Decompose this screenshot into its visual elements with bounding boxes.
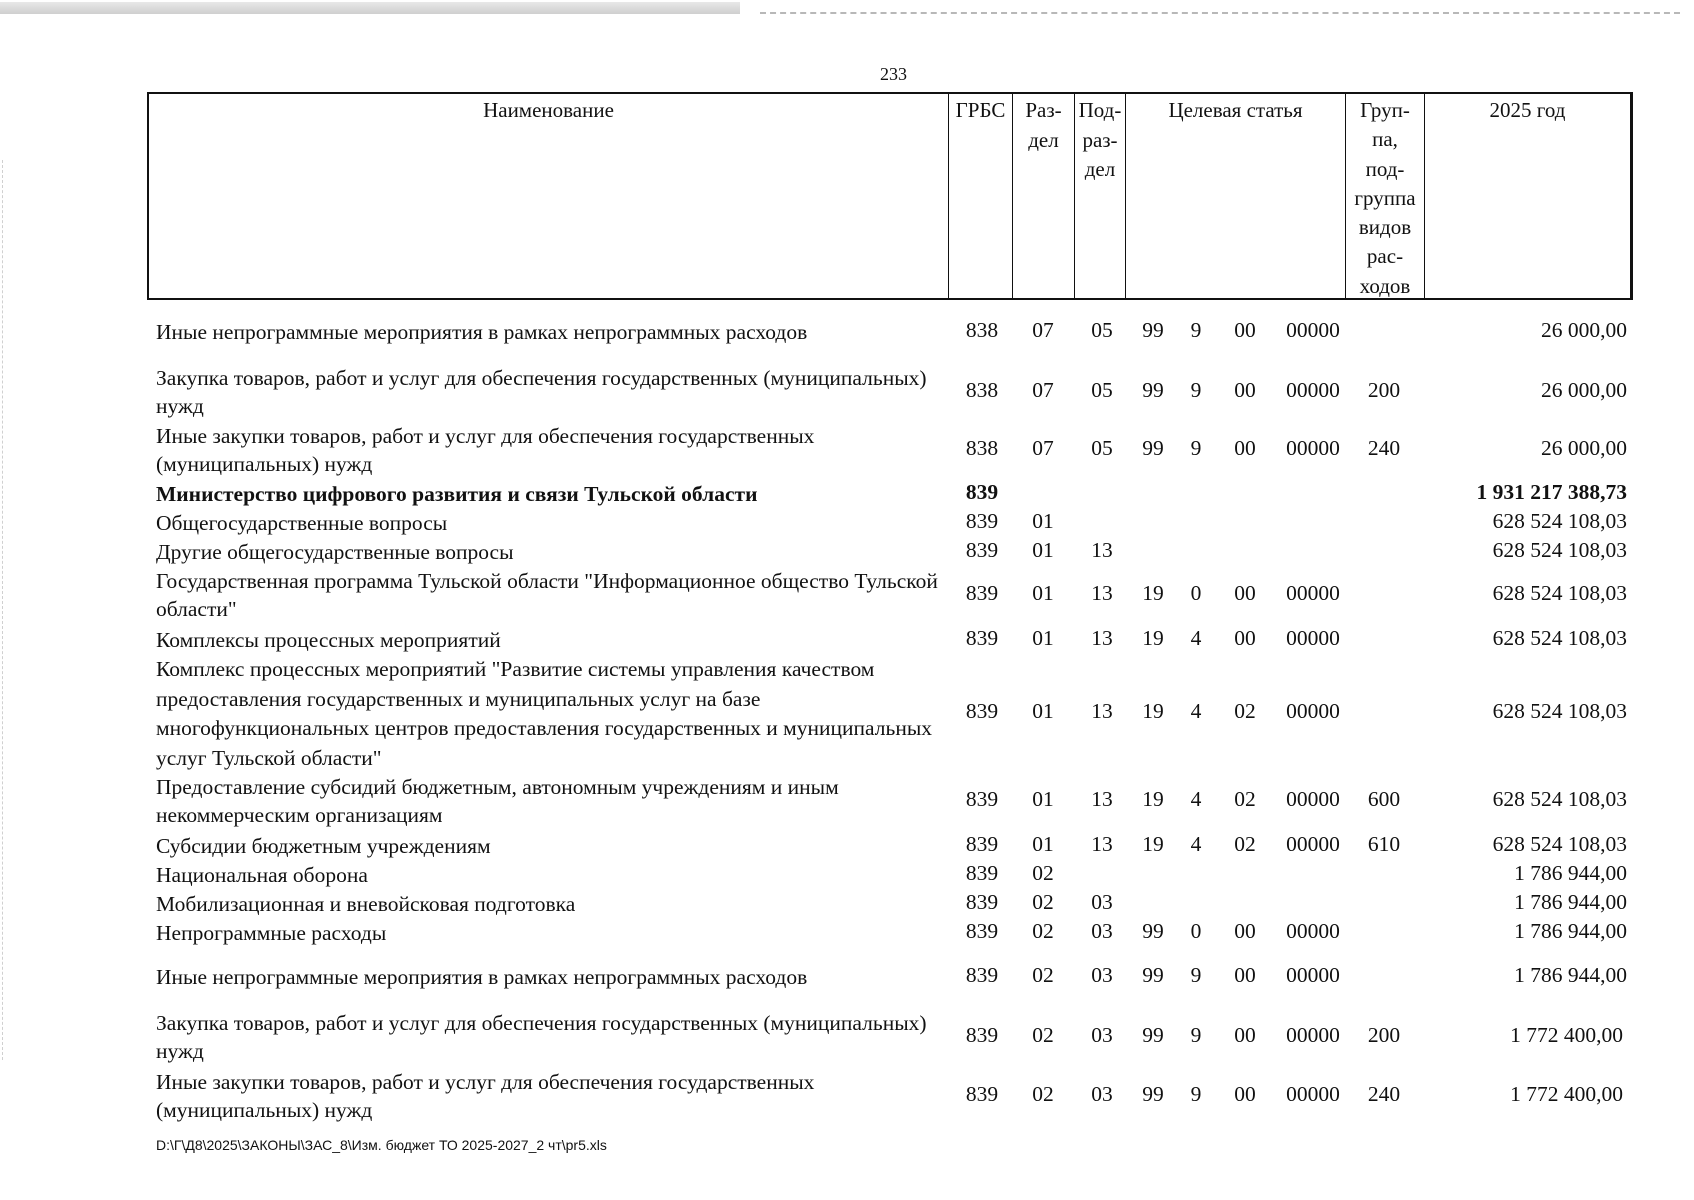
cell-amount: 26 000,00 [1541, 436, 1627, 460]
table-row [0, 538, 1694, 566]
cell-target-4: 00000 [1286, 581, 1340, 605]
cell-target-4: 00000 [1286, 963, 1340, 987]
cell-target-3: 00 [1234, 436, 1256, 460]
row-name: Мобилизационная и вневойсковая подготовка [156, 892, 576, 916]
row-name: Закупка товаров, работ и услуг для обеспечения государственных (муниципальных) нужд [156, 1011, 927, 1063]
cell-grbs: 838 [965, 318, 999, 342]
cell-target-2: 4 [1190, 699, 1202, 723]
cell-group: 200 [1367, 378, 1401, 402]
cell-target-1: 99 [1142, 1082, 1164, 1106]
scan-edge-artifact [0, 0, 1694, 20]
cell-target-1: 99 [1142, 963, 1164, 987]
cell-razdel: 07 [1032, 436, 1054, 460]
header-podrazdel-line: раз- [1082, 127, 1118, 152]
cell-target-1: 99 [1142, 318, 1164, 342]
cell-grbs: 839 [965, 699, 999, 723]
cell-target-1: 19 [1142, 832, 1164, 856]
row-name: Предоставление субсидий бюджетным, автономным учреждениям и иным некоммерческим организациям [156, 775, 839, 827]
row-name: Государственная программа Тульской области "Информационное общество Тульской области" [156, 569, 938, 621]
cell-razdel: 01 [1032, 699, 1054, 723]
row-name: Иные закупки товаров, работ и услуг для обеспечения государственных (муниципальных) нужд [156, 1070, 815, 1122]
cell-razdel: 02 [1032, 919, 1054, 943]
cell-razdel: 01 [1032, 538, 1054, 562]
cell-target-2: 9 [1190, 1082, 1202, 1106]
cell-amount: 628 524 108,03 [1492, 787, 1627, 811]
cell-target-2: 4 [1190, 787, 1202, 811]
cell-target-4: 00000 [1286, 378, 1340, 402]
cell-razdel: 01 [1032, 626, 1054, 650]
header-year-label: 2025 год [1489, 98, 1566, 122]
cell-podrazdel: 03 [1091, 919, 1113, 943]
cell-amount: 628 524 108,03 [1492, 509, 1627, 533]
cell-target-2: 0 [1190, 919, 1202, 943]
cell-target-1: 19 [1142, 787, 1164, 811]
header-razdel-line: дел [1028, 127, 1059, 152]
cell-amount: 1 772 400,00 [1510, 1082, 1623, 1106]
cell-razdel: 07 [1032, 378, 1054, 402]
cell-razdel: 01 [1032, 832, 1054, 856]
cell-target-3: 00 [1234, 318, 1256, 342]
cell-razdel: 02 [1032, 1023, 1054, 1047]
row-name: Комплекс процессных мероприятий "Развитие системы управления качеством предоставления государственных и муниципальных услуг на базе многофункциональных центров предоставления государственных и муниципальных услуг Тульской области" [156, 657, 933, 770]
header-year [1425, 94, 1630, 298]
cell-grbs: 839 [965, 919, 999, 943]
table-row [0, 919, 1694, 947]
row-name: Общегосударственные вопросы [156, 511, 448, 535]
row-name: Министерство цифрового развития и связи Тульской области [156, 482, 758, 506]
header-razdel-line: Раз- [1025, 98, 1062, 122]
cell-target-1: 99 [1142, 1023, 1164, 1047]
row-name: Национальная оборона [156, 863, 368, 887]
cell-amount: 628 524 108,03 [1492, 699, 1627, 723]
cell-target-4: 00000 [1286, 787, 1340, 811]
table-row [0, 655, 1694, 769]
cell-target-3: 02 [1234, 787, 1256, 811]
row-name: Субсидии бюджетным учреждениям [156, 834, 491, 858]
row-name: Иные непрограммные мероприятия в рамках непрограммных расходов [156, 965, 808, 989]
cell-target-3: 00 [1234, 1082, 1256, 1106]
header-group-line: Груп- [1360, 98, 1410, 122]
table-row [0, 1068, 1694, 1124]
cell-target-1: 19 [1142, 699, 1164, 723]
page-number: 233 [880, 64, 907, 84]
table-row [0, 364, 1694, 420]
cell-grbs: 839 [965, 890, 999, 914]
scan-shadow [0, 2, 740, 14]
cell-target-2: 9 [1190, 318, 1202, 342]
cell-target-2: 0 [1190, 581, 1202, 605]
cell-podrazdel: 13 [1091, 581, 1113, 605]
cell-razdel: 02 [1032, 1082, 1054, 1106]
header-group [1346, 94, 1425, 298]
cell-target-3: 00 [1234, 626, 1256, 650]
cell-target-3: 00 [1234, 581, 1256, 605]
cell-target-4: 00000 [1286, 919, 1340, 943]
cell-amount: 26 000,00 [1541, 378, 1627, 402]
cell-grbs: 838 [965, 378, 999, 402]
cell-podrazdel: 05 [1091, 378, 1113, 402]
cell-amount: 1 931 217 388,73 [1476, 480, 1627, 504]
cell-amount: 628 524 108,03 [1492, 832, 1627, 856]
cell-razdel: 02 [1032, 861, 1054, 885]
file-path-footer: D:\Г\Д8\2025\ЗАКОНЫ\ЗАС_8\Изм. бюджет ТО 2025-2027_2 чт\pr5.xls [156, 1137, 607, 1153]
cell-target-4: 00000 [1286, 832, 1340, 856]
scan-dashed-line [760, 12, 1680, 14]
cell-podrazdel: 03 [1091, 1023, 1113, 1047]
cell-target-2: 9 [1190, 1023, 1202, 1047]
header-group-line: группа [1354, 185, 1416, 210]
cell-amount: 1 786 944,00 [1514, 861, 1627, 885]
cell-grbs: 839 [965, 509, 999, 533]
cell-group: 240 [1367, 1082, 1401, 1106]
cell-podrazdel: 13 [1091, 626, 1113, 650]
cell-podrazdel: 13 [1091, 832, 1113, 856]
cell-target-4: 00000 [1286, 436, 1340, 460]
header-name [149, 94, 949, 298]
cell-grbs: 839 [965, 832, 999, 856]
cell-target-3: 02 [1234, 699, 1256, 723]
header-group-line: па, [1372, 127, 1398, 152]
cell-podrazdel: 03 [1091, 890, 1113, 914]
cell-grbs: 839 [965, 480, 999, 504]
cell-razdel: 07 [1032, 318, 1054, 342]
header-group-line: под- [1365, 156, 1405, 181]
cell-target-4: 00000 [1286, 626, 1340, 650]
table-row [0, 963, 1694, 991]
cell-group: 600 [1367, 787, 1401, 811]
cell-target-2: 9 [1190, 436, 1202, 460]
cell-grbs: 839 [965, 581, 999, 605]
row-name: Иные непрограммные мероприятия в рамках непрограммных расходов [156, 320, 808, 344]
table-row [0, 861, 1694, 889]
cell-amount: 628 524 108,03 [1492, 538, 1627, 562]
cell-target-3: 00 [1234, 919, 1256, 943]
table-row [0, 890, 1694, 918]
table-row [0, 422, 1694, 478]
row-name: Другие общегосударственные вопросы [156, 540, 514, 564]
cell-target-1: 19 [1142, 581, 1164, 605]
table-header [147, 92, 1633, 300]
cell-amount: 628 524 108,03 [1492, 626, 1627, 650]
cell-amount: 1 772 400,00 [1510, 1023, 1623, 1047]
cell-amount: 26 000,00 [1541, 318, 1627, 342]
cell-amount: 1 786 944,00 [1514, 890, 1627, 914]
cell-target-2: 4 [1190, 626, 1202, 650]
table-row [0, 318, 1694, 346]
cell-target-3: 00 [1234, 378, 1256, 402]
cell-target-4: 00000 [1286, 1082, 1340, 1106]
header-podrazdel-line: дел [1084, 157, 1116, 181]
table-row [0, 832, 1694, 860]
header-podrazdel [1075, 94, 1126, 298]
cell-target-2: 4 [1190, 832, 1202, 856]
header-target-label: Целевая статья [1168, 98, 1303, 122]
header-podrazdel-line: Под- [1078, 98, 1122, 122]
cell-razdel: 02 [1032, 963, 1054, 987]
table-row [0, 567, 1694, 623]
cell-grbs: 839 [965, 1023, 999, 1047]
cell-razdel: 01 [1032, 509, 1054, 533]
header-group-line: видов [1358, 215, 1412, 240]
cell-grbs: 839 [965, 787, 999, 811]
cell-podrazdel: 05 [1091, 436, 1113, 460]
cell-group: 240 [1367, 436, 1401, 460]
header-target [1126, 94, 1346, 298]
cell-group: 200 [1367, 1023, 1401, 1047]
row-name: Непрограммные расходы [156, 921, 387, 945]
cell-grbs: 838 [965, 436, 999, 460]
header-group-line: ходов [1359, 273, 1411, 298]
cell-amount: 1 786 944,00 [1514, 919, 1627, 943]
header-name-label: Наименование [483, 98, 614, 122]
table-row [0, 773, 1694, 829]
cell-target-1: 99 [1142, 378, 1164, 402]
cell-target-4: 00000 [1286, 318, 1340, 342]
cell-grbs: 839 [965, 1082, 999, 1106]
cell-target-1: 99 [1142, 436, 1164, 460]
cell-target-2: 9 [1190, 378, 1202, 402]
cell-grbs: 839 [965, 861, 999, 885]
cell-target-1: 19 [1142, 626, 1164, 650]
row-name: Комплексы процессных мероприятий [156, 628, 501, 652]
cell-target-4: 00000 [1286, 699, 1340, 723]
table-row [0, 480, 1694, 508]
cell-target-2: 9 [1190, 963, 1202, 987]
cell-amount: 628 524 108,03 [1492, 581, 1627, 605]
cell-amount: 1 786 944,00 [1514, 963, 1627, 987]
cell-target-3: 00 [1234, 1023, 1256, 1047]
cell-podrazdel: 13 [1091, 538, 1113, 562]
cell-grbs: 839 [965, 538, 999, 562]
cell-grbs: 839 [965, 626, 999, 650]
cell-razdel: 02 [1032, 890, 1054, 914]
cell-razdel: 01 [1032, 581, 1054, 605]
cell-podrazdel: 03 [1091, 963, 1113, 987]
cell-group: 610 [1367, 832, 1401, 856]
cell-razdel: 01 [1032, 787, 1054, 811]
table-row [0, 509, 1694, 537]
cell-target-3: 00 [1234, 963, 1256, 987]
cell-target-4: 00000 [1286, 1023, 1340, 1047]
row-name: Закупка товаров, работ и услуг для обеспечения государственных (муниципальных) нужд [156, 366, 927, 418]
cell-podrazdel: 13 [1091, 787, 1113, 811]
header-grbs-label: ГРБС [955, 98, 1006, 122]
cell-podrazdel: 13 [1091, 699, 1113, 723]
header-razdel [1013, 94, 1075, 298]
table-row [0, 1009, 1694, 1065]
header-group-line: рас- [1366, 244, 1404, 269]
cell-target-3: 02 [1234, 832, 1256, 856]
header-grbs [949, 94, 1013, 298]
table-row [0, 626, 1694, 654]
cell-podrazdel: 03 [1091, 1082, 1113, 1106]
cell-target-1: 99 [1142, 919, 1164, 943]
row-name: Иные закупки товаров, работ и услуг для обеспечения государственных (муниципальных) нужд [156, 424, 815, 476]
cell-podrazdel: 05 [1091, 318, 1113, 342]
cell-grbs: 839 [965, 963, 999, 987]
